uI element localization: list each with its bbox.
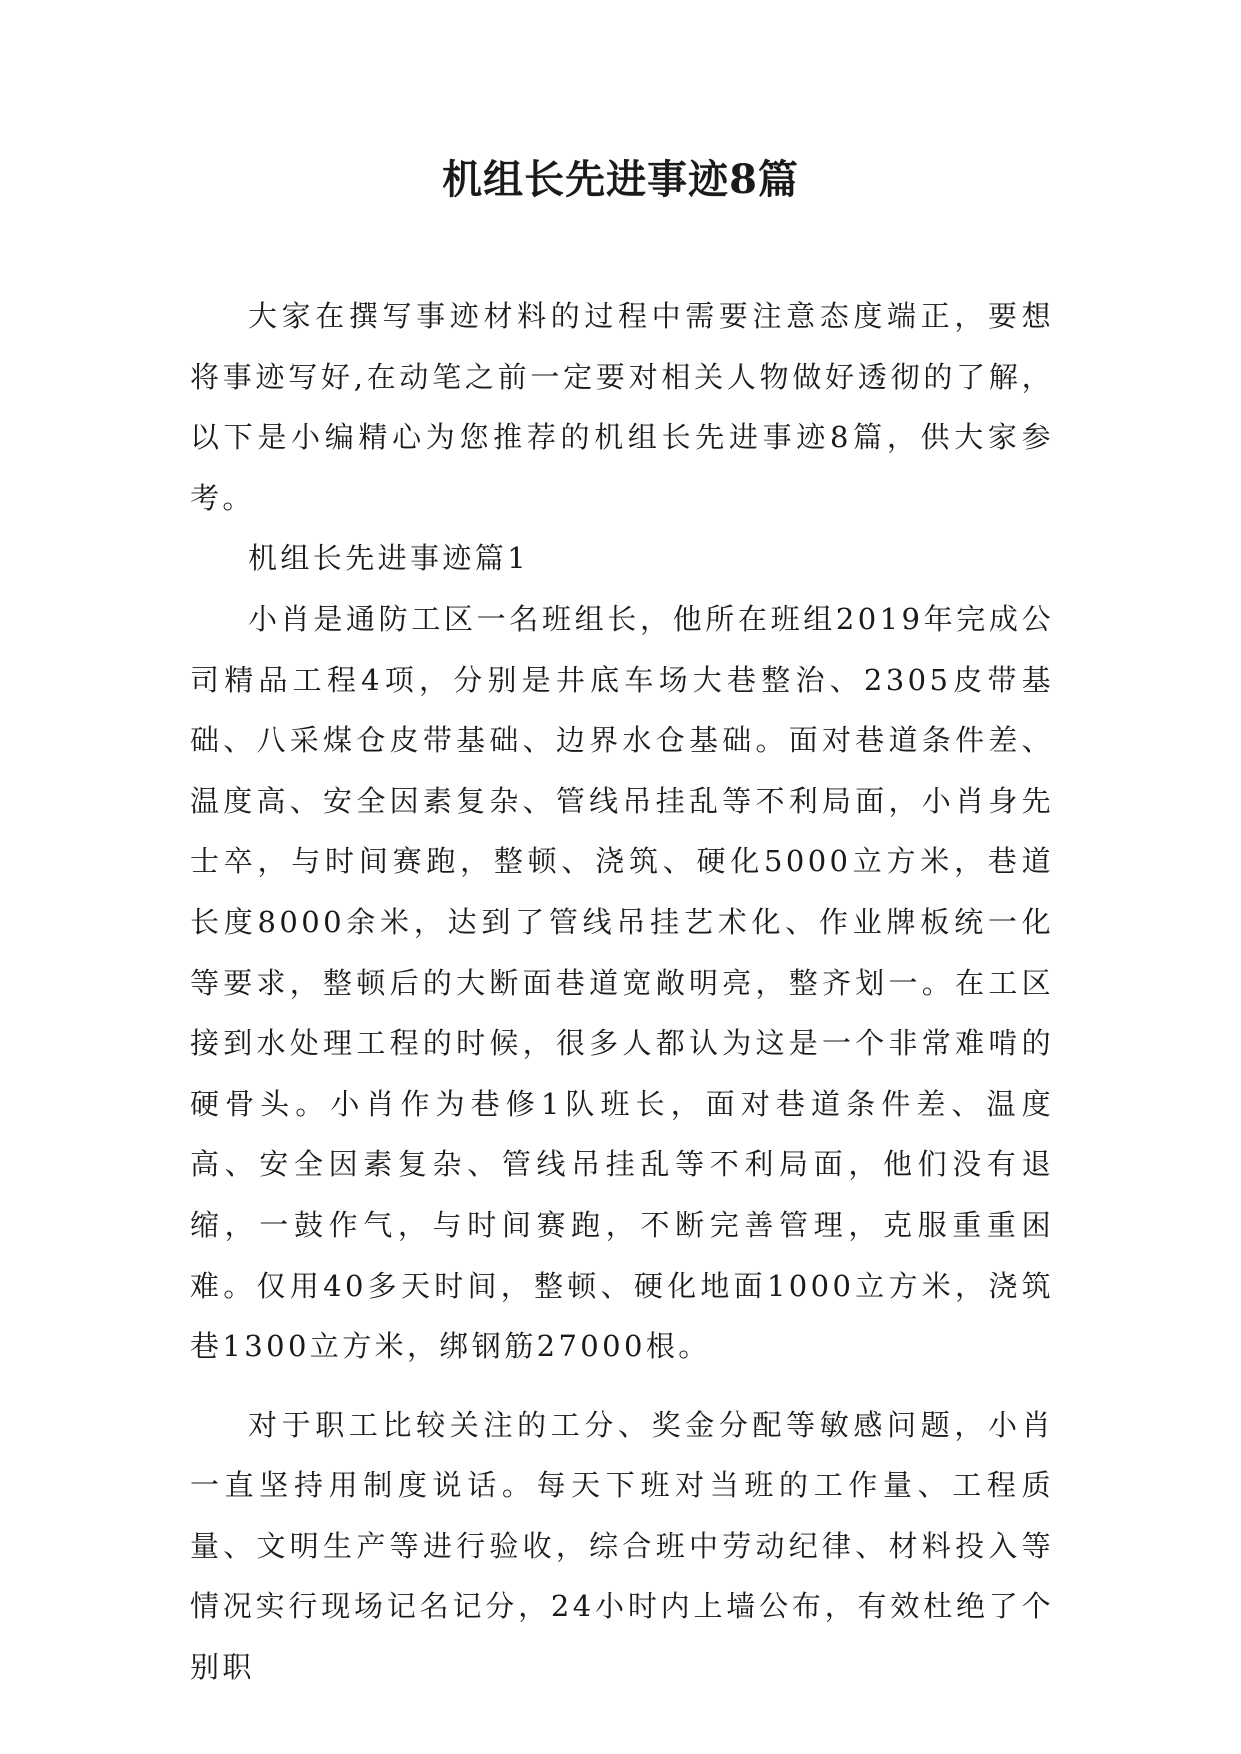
- body-paragraph: 对于职工比较关注的工分、奖金分配等敏感问题，小肖一直坚持用制度说话。每天下班对当班的工作量、工程质量、文明生产等进行验收，综合班中劳动纪律、材料投入等情况实行现场记名记分，24小时内上墙公布，有效杜绝了个别职: [190, 1407, 1054, 1685]
- document-body: [190, 286, 1054, 1698]
- body-paragraph: 小肖是通防工区一名班组长，他所在班组2019年完成公司精品工程4项，分别是井底车场大巷整治、2305皮带基础、八采煤仓皮带基础、边界水仓基础。面对巷道条件差、温度高、安全因素复杂、管线吊挂乱等不利局面，小肖身先士卒，与时间赛跑，整顿、浇筑、硬化5000立方米，巷道长度8000余米，达到了管线吊挂艺术化、作业牌板统一化等要求，整顿后的大断面巷道宽敞明亮，整齐划一。在工区接到水处理工程的时候，很多人都认为这是一个非常难啃的硬骨头。小肖作为巷修1队班长，面对巷道条件差、温度高、安全因素复杂、管线吊挂乱等不利局面，他们没有退缩，一鼓作气，与时间赛跑，不断完善管理，克服重重困难。仅用40多天时间，整顿、硬化地面1000立方米，浇筑巷1300立方米，绑钢筋27000根。: [190, 601, 1054, 1364]
- document-title: 机组长先进事迹8篇: [442, 156, 799, 203]
- intro-paragraph: 大家在撰写事迹材料的过程中需要注意态度端正，要想将事迹写好,在动笔之前一定要对相关人物做好透彻的了解，以下是小编精心为您推荐的机组长先进事迹8篇，供大家参考。: [190, 299, 1054, 515]
- section-heading: 机组长先进事迹篇1: [248, 541, 530, 576]
